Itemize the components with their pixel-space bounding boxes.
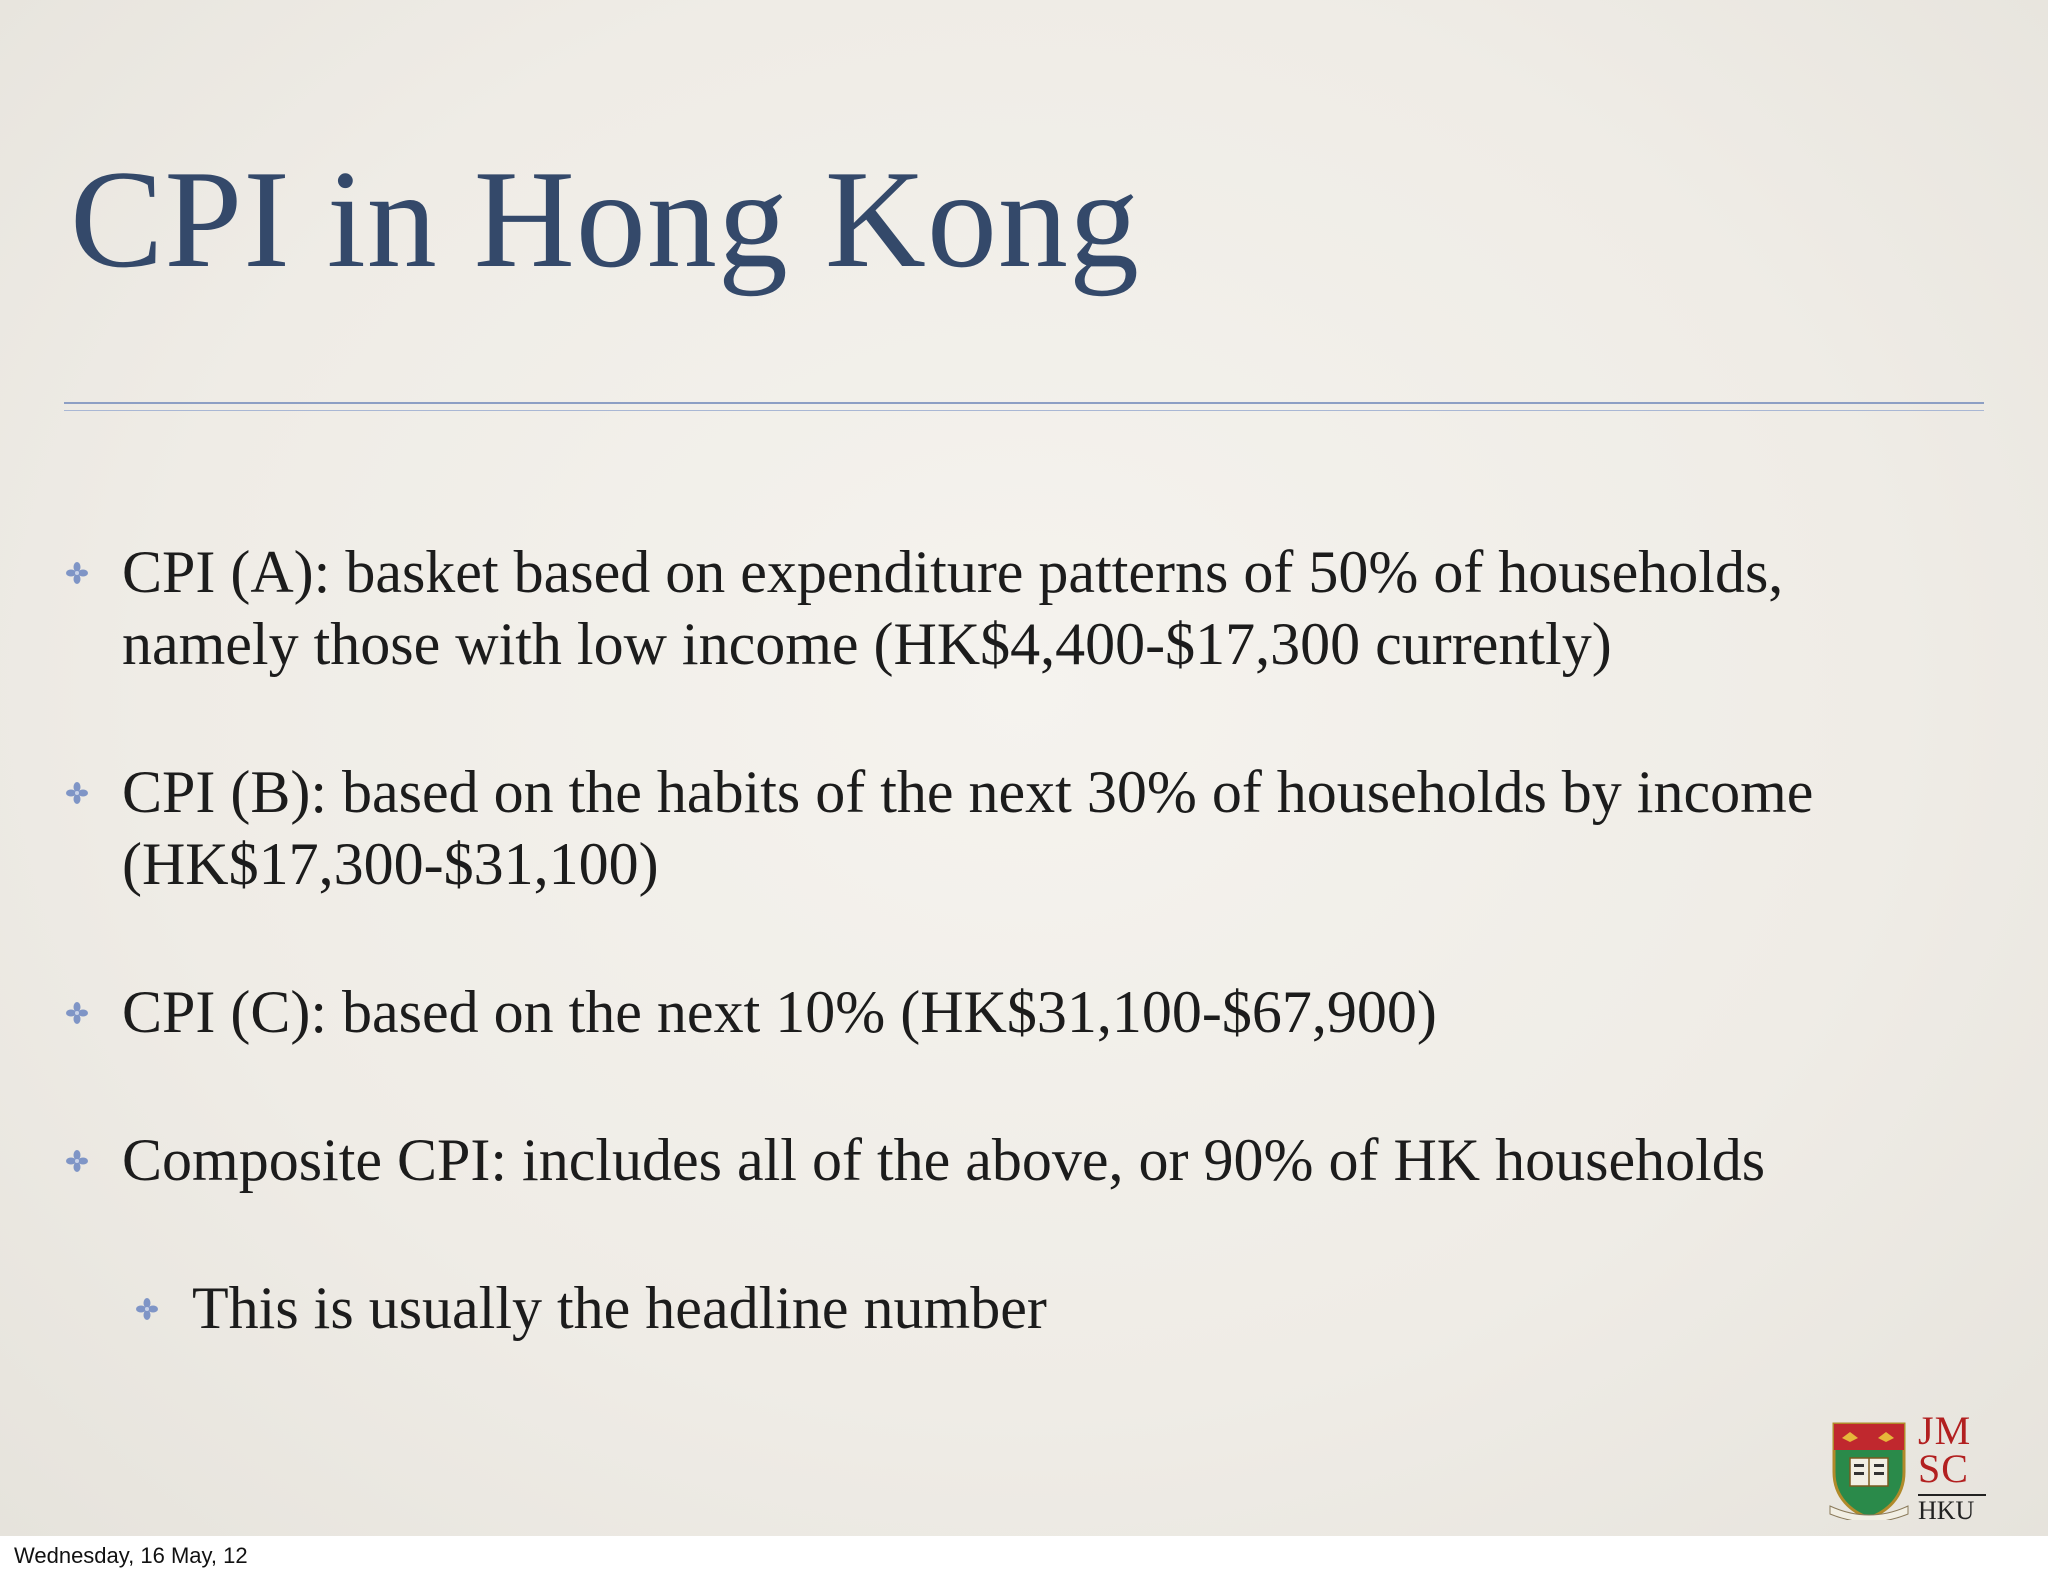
- bullet-item-cpi-b: [122, 756, 1813, 900]
- sub-bullet-icon: [136, 1298, 158, 1320]
- bullet-text-line: (HK$17,300-$31,100): [122, 831, 659, 897]
- footer-date: Wednesday, 16 May, 12: [14, 1543, 248, 1568]
- bullet-icon: [66, 562, 88, 584]
- hku-crest-icon: [1828, 1420, 1910, 1520]
- logo-jmsc-text: [1918, 1408, 1986, 1491]
- logo-line-jm: JM: [1918, 1408, 1972, 1453]
- bullet-text-line: CPI (B): based on the habits of the next 30% of households by income: [122, 759, 1814, 825]
- bullet-icon: [66, 1002, 88, 1024]
- jmsc-hku-logo: [1828, 1408, 1986, 1525]
- bullet-item-cpi-a: [122, 536, 1783, 680]
- logo-line-sc: SC: [1918, 1446, 1969, 1491]
- bullet-item-cpi-c: [122, 976, 1437, 1048]
- bullet-item-composite-cpi: [122, 1124, 1765, 1196]
- bullet-text-line: This is usually the headline number: [192, 1275, 1047, 1341]
- slide-title: CPI in Hong Kong: [70, 142, 1140, 297]
- bullet-text-line: Composite CPI: includes all of the above, or 90% of HK households: [122, 1127, 1766, 1193]
- sub-bullet-item-headline: [192, 1272, 1047, 1344]
- bullet-icon: [66, 1150, 88, 1172]
- bullet-text-line: CPI (C): based on the next 10% (HK$31,100-$67,900): [122, 979, 1437, 1045]
- bullet-icon: [66, 782, 88, 804]
- bullet-text-line: namely those with low income (HK$4,400-$17,300 currently): [122, 611, 1612, 677]
- logo-hku-text: HKU: [1918, 1494, 1986, 1524]
- bullet-text-line: CPI (A): basket based on expenditure patterns of 50% of households,: [122, 539, 1784, 605]
